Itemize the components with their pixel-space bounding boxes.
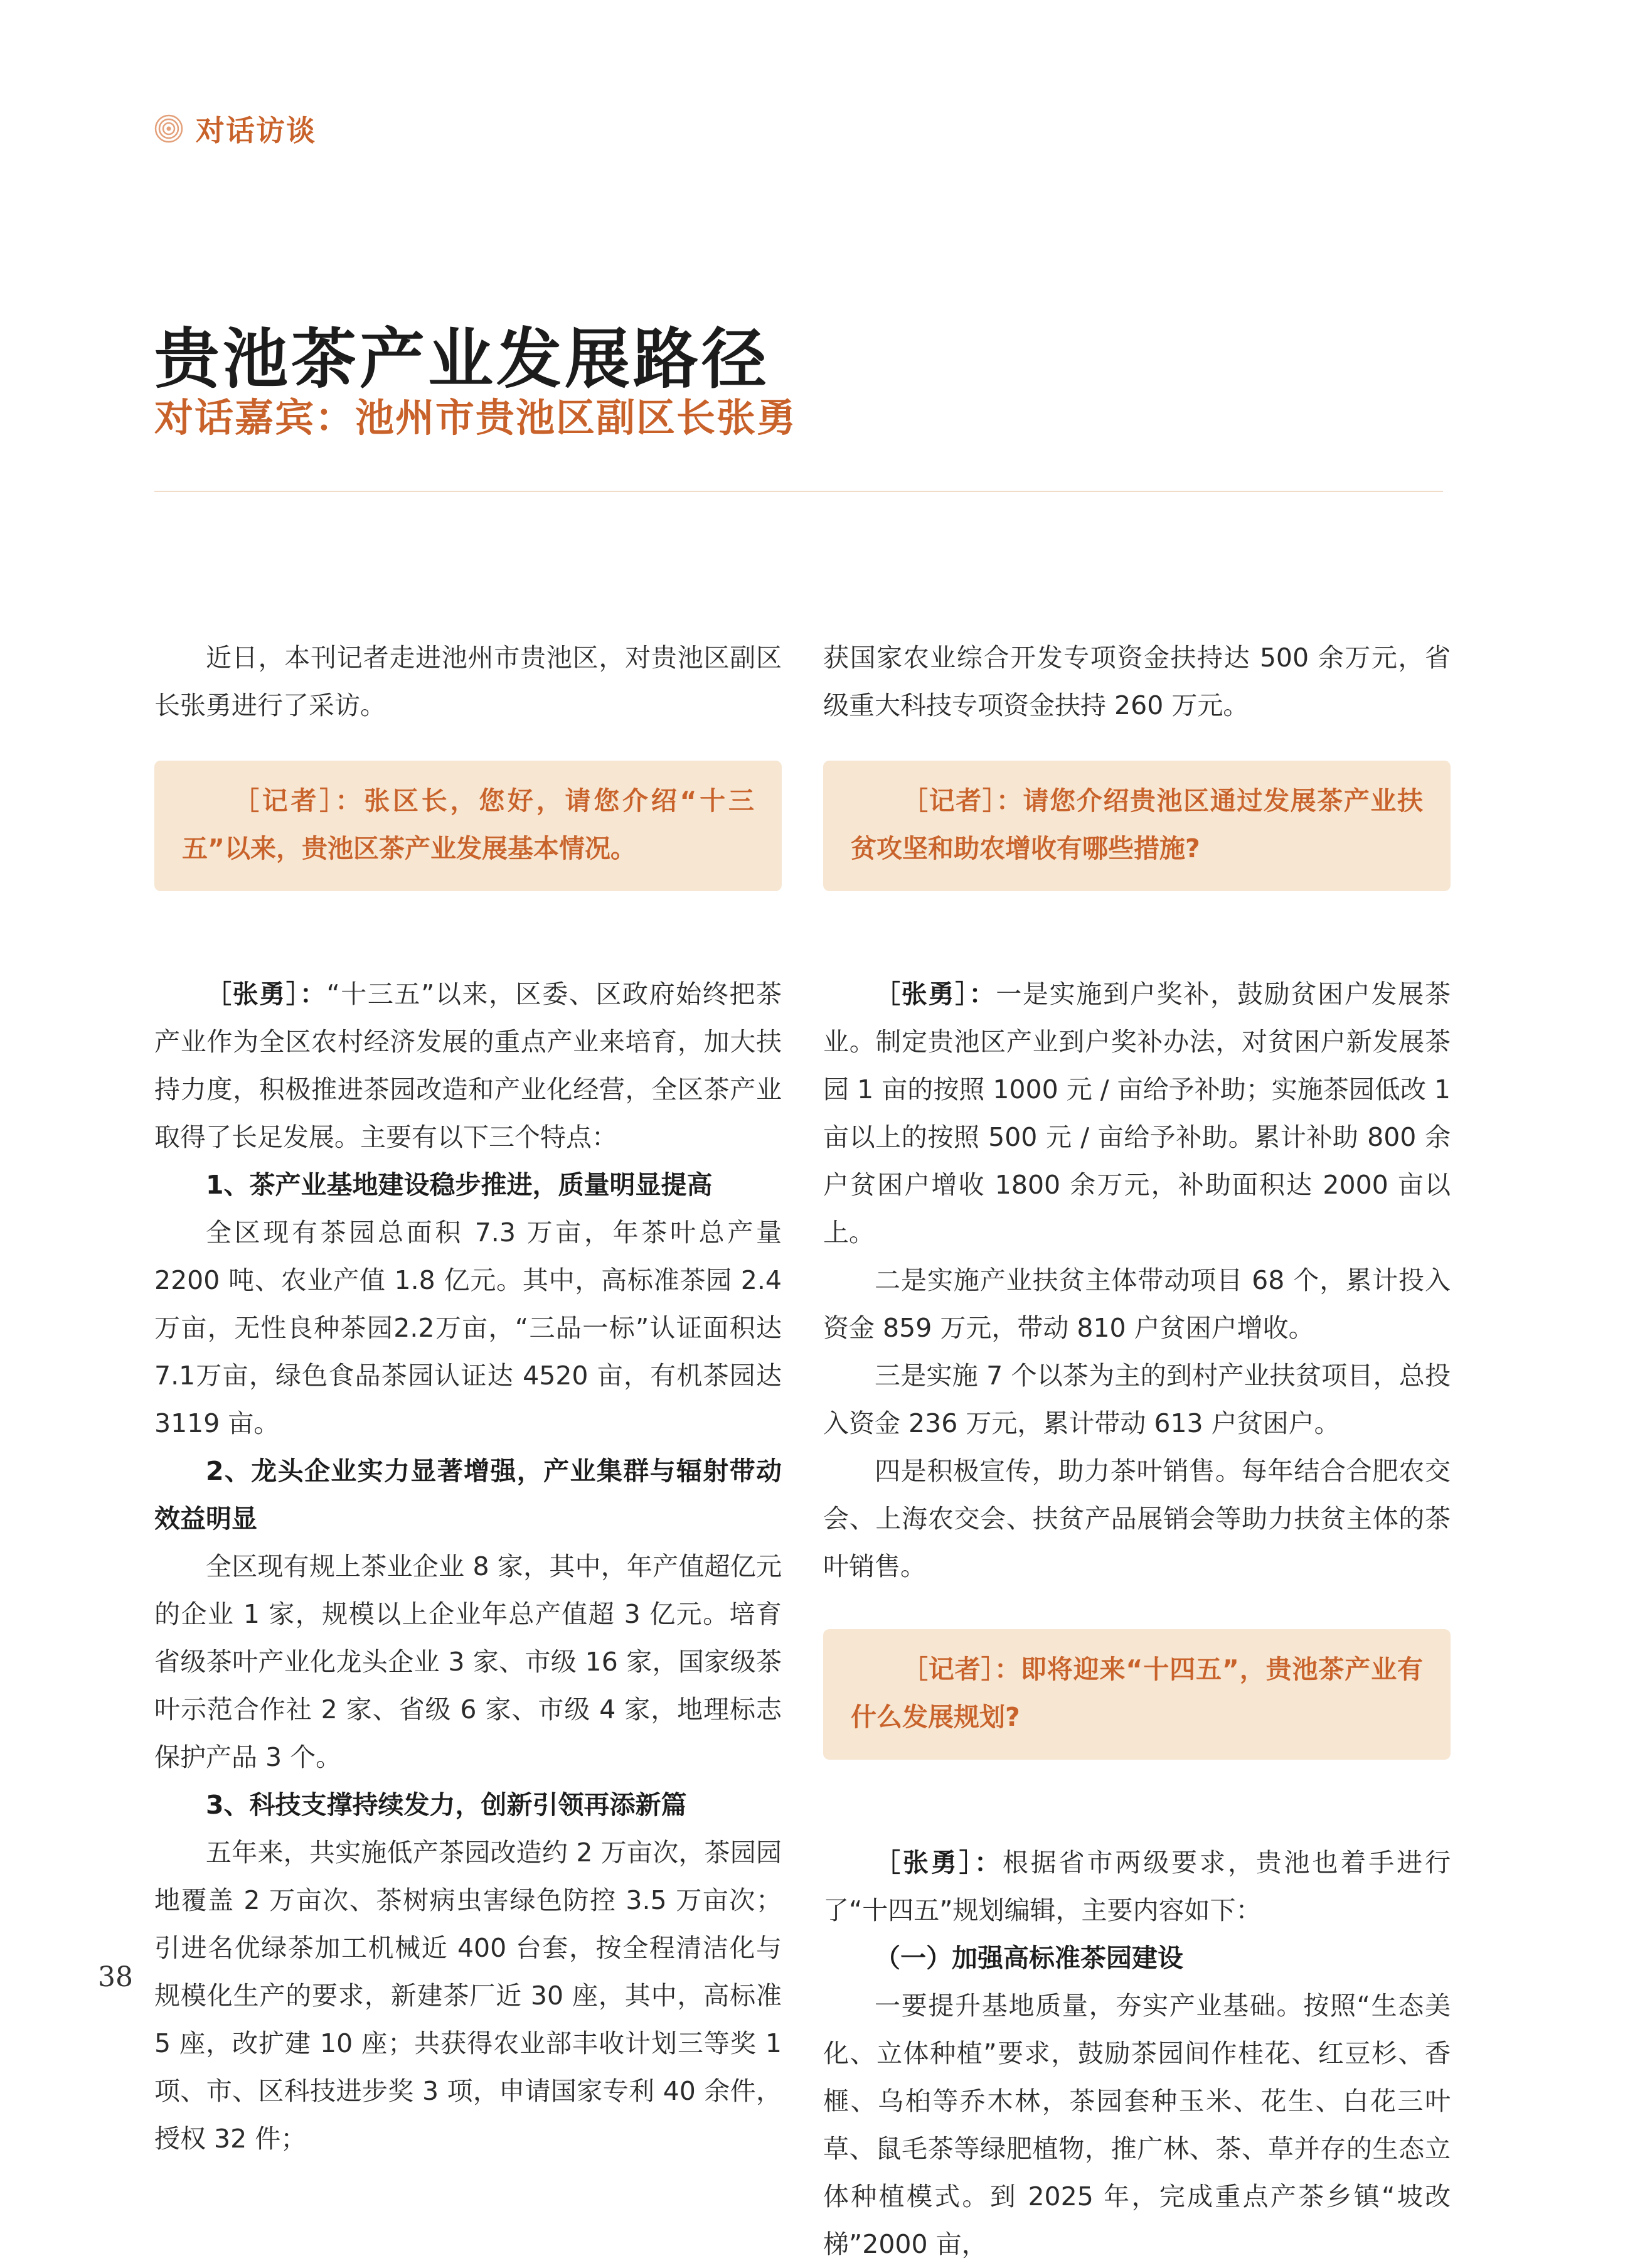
body-paragraph: 五年来，共实施低产茶园改造约 2 万亩次，茶园园地覆盖 2 万亩次、茶树病虫害绿色防控 3.5 万亩次；引进名优绿茶加工机械近 400 台套，按全程清洁化与规模化生产的要求，新建茶厂近 30 座，其中，高标准 5 座，改扩建 10 座；共获得农业部丰收计划三等奖 1 项、市、区科技进步奖 3 项，申请国家专利 40 余件，授权 32 件； xyxy=(154,1837,782,2154)
answer-paragraph xyxy=(823,970,1451,1256)
body-paragraph: 获国家农业综合开发专项资金扶持达 500 余万元，省级重大科技专项资金扶持 260 万元。 xyxy=(823,643,1451,720)
body-paragraph: 全区现有茶园总面积 7.3 万亩，年茶叶总产量 2200 吨、农业产值 1.8 亿元。其中，高标准茶园 2.4 万亩，无性良种茶园2.2万亩，“三品一标”认证面积达7.1万亩，绿色食品茶园认证达 4520 亩，有机茶园达 3119 亩。 xyxy=(154,1217,782,1438)
speaker-label: ［张勇］： xyxy=(875,1848,1003,1878)
question-box xyxy=(154,761,782,891)
subheading: 3、科技支撑持续发力，创新引领再添新篇 xyxy=(206,1790,687,1820)
title-divider xyxy=(154,491,1443,492)
answer-paragraph xyxy=(154,970,782,1161)
question-box xyxy=(823,1629,1451,1760)
intro-paragraph: 近日，本刊记者走进池州市贵池区，对贵池区副区长张勇进行了采访。 xyxy=(154,643,782,720)
answer-text: 一是实施到户奖补，鼓励贫困户发展茶业。制定贵池区产业到户奖补办法，对贫困户新发展茶园 1 亩的按照 1000 元 / 亩给予补助；实施茶园低改 1 亩以上的按照 500 元 / 亩给予补助。累计补助 800 余户贫困户增收 1800 余万元，补助面积达 2000 亩以上。 xyxy=(823,979,1451,1248)
speaker-label: ［张勇］： xyxy=(206,979,327,1009)
body-paragraph: 二是实施产业扶贫主体带动项目 68 个，累计投入资金 859 万元，带动 810 户贫困户增收。 xyxy=(823,1265,1451,1343)
left-column xyxy=(154,634,782,2163)
body-paragraph: 全区现有规上茶业企业 8 家，其中，年产值超亿元的企业 1 家，规模以上企业年总产值超 3 亿元。培育省级茶叶产业化龙头企业 3 家、市级 16 家，国家级茶叶示范合作社 2 家、省级 6 家、市级 4 家，地理标志保护产品 3 个。 xyxy=(154,1551,782,1772)
concentric-circle-icon xyxy=(154,114,183,143)
speaker-label: ［张勇］： xyxy=(875,979,996,1009)
subheading: 1、茶产业基地建设稳步推进，质量明显提高 xyxy=(206,1170,713,1200)
body-paragraph: 四是积极宣传，助力茶叶销售。每年结合合肥农交会、上海农交会、扶贫产品展销会等助力扶贫主体的茶叶销售。 xyxy=(823,1456,1451,1581)
body-paragraph: 一要提升基地质量，夯实产业基础。按照“生态美化、立体种植”要求，鼓励茶园间作桂花、红豆杉、香榧、乌桕等乔木林，茶园套种玉米、花生、白花三叶草、鼠毛茶等绿肥植物，推广林、茶、草并存的生态立体种植模式。到 2025 年，完成重点产茶乡镇“坡改梯”2000 亩， xyxy=(823,1991,1451,2259)
answer-text: “十三五”以来，区委、区政府始终把茶产业作为全区农村经济发展的重点产业来培育，加大扶持力度，积极推进茶园改造和产业化经营，全区茶产业取得了长足发展。主要有以下三个特点： xyxy=(154,979,782,1152)
subheading: （一）加强高标准茶园建设 xyxy=(875,1943,1183,1973)
section-label: 对话访谈 xyxy=(196,114,316,147)
subheading: 2、龙头企业实力显著增强，产业集群与辐射带动效益明显 xyxy=(154,1456,782,1534)
right-column xyxy=(823,634,1451,2268)
page-number: 38 xyxy=(98,1961,133,1993)
answer-text: 根据省市两级要求，贵池也着手进行了“十四五”规划编辑，主要内容如下： xyxy=(823,1848,1451,1925)
question-text: ［记者］：即将迎来“十四五”，贵池茶产业有什么发展规划? xyxy=(851,1654,1423,1732)
question-box xyxy=(823,761,1451,891)
question-text: ［记者］：张区长，您好，请您介绍“十三五”以来，贵池区茶产业发展基本情况。 xyxy=(182,786,754,864)
article-title: 贵池茶产业发展路径 xyxy=(154,320,770,397)
article-subtitle: 对话嘉宾：池州市贵池区副区长张勇 xyxy=(154,395,797,441)
question-text: ［记者］：请您介绍贵池区通过发展茶产业扶贫攻坚和助农增收有哪些措施? xyxy=(851,786,1423,864)
section-tag xyxy=(154,108,316,149)
answer-paragraph xyxy=(823,1839,1451,1934)
body-paragraph: 三是实施 7 个以茶为主的到村产业扶贫项目，总投入资金 236 万元，累计带动 613 户贫困户。 xyxy=(823,1361,1451,1438)
